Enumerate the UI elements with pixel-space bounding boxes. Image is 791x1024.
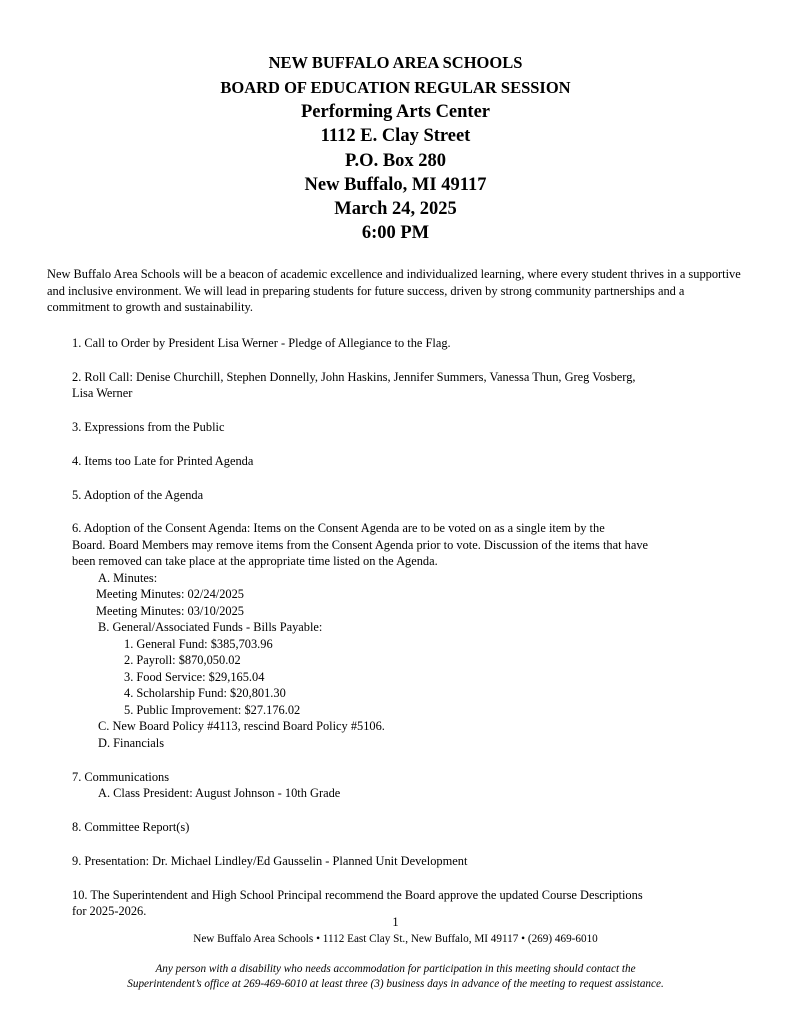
agenda-item-9: 9. Presentation: Dr. Michael Lindley/Ed Gausselin - Planned Unit Development — [72, 853, 468, 868]
po-box: P.O. Box 280 — [344, 150, 447, 171]
communication-entry: A. Class President: August Johnson - 10th Grade — [98, 786, 341, 801]
agenda-item-6: 6. Adoption of the Consent Agenda: Items on the Consent Agenda are to be voted on as a single item by the — [72, 521, 605, 536]
minutes-entry: Meeting Minutes: 02/24/2025 — [96, 587, 244, 602]
consent-policy: C. New Board Policy #4113, rescind Board Policy #5106. — [98, 719, 385, 734]
meeting-date: March 24, 2025 — [334, 199, 457, 220]
accessibility-note-line: Any person with a disability who needs accommodation for participation in this meeting should contact the — [155, 963, 636, 975]
agenda-item-2-cont: Lisa Werner — [72, 386, 133, 401]
agenda-item-8: 8. Committee Report(s) — [72, 820, 190, 835]
agenda-item-10: 10. The Superintendent and High School Principal recommend the Board approve the updated Course Descriptions — [72, 887, 643, 902]
agenda-item-6-cont: been removed can take place at the appropriate time listed on the Agenda. — [72, 554, 438, 569]
agenda-items — [72, 335, 752, 920]
venue-name: Performing Arts Center — [300, 102, 491, 122]
city-state-zip: New Buffalo, MI 49117 — [304, 174, 487, 195]
agenda-item-10-cont: for 2025-2026. — [72, 904, 147, 919]
page-number: 1 — [392, 915, 399, 929]
footer-address: New Buffalo Area Schools • 1112 East Clay St., New Buffalo, MI 49117 • (269) 469-6010 — [193, 933, 598, 945]
accessibility-note — [0, 962, 791, 992]
agenda-item-1: 1. Call to Order by President Lisa Werner - Pledge of Allegiance to the Flag. — [72, 336, 451, 350]
bills-entry: 2. Payroll: $870,050.02 — [124, 653, 241, 668]
minutes-entry: Meeting Minutes: 03/10/2025 — [96, 603, 244, 618]
district-name: NEW BUFFALO AREA SCHOOLS — [268, 53, 523, 72]
mission-statement: New Buffalo Area Schools will be a beacon of academic excellence and individualized learning, where every student thrives in a supportive and inclusive environment. We will lead in preparing students for future success, driven by strong community partnerships and a commitment to growth and sustainability. — [47, 267, 741, 314]
session-title: BOARD OF EDUCATION REGULAR SESSION — [220, 78, 571, 97]
document-header — [0, 50, 791, 246]
bills-entry: 1. General Fund: $385,703.96 — [124, 636, 273, 651]
consent-bills-payable: B. General/Associated Funds - Bills Payable: — [98, 620, 323, 635]
agenda-item-2: 2. Roll Call: Denise Churchill, Stephen Donnelly, John Haskins, Jennifer Summers, Vanessa Thun, Greg Vosberg, — [72, 369, 636, 384]
agenda-item-7: 7. Communications — [72, 769, 170, 784]
bills-entry: 3. Food Service: $29,165.04 — [124, 669, 265, 684]
accessibility-note-line: Superintendent’s office at 269-469-6010 at least three (3) business days in advance of the meeting to request assistance. — [127, 978, 664, 990]
consent-financials: D. Financials — [98, 735, 165, 750]
bills-entry: 4. Scholarship Fund: $20,801.30 — [124, 686, 286, 701]
meeting-time: 6:00 PM — [361, 223, 430, 244]
street-address: 1112 E. Clay Street — [320, 126, 471, 147]
agenda-item-4: 4. Items too Late for Printed Agenda — [72, 453, 254, 468]
agenda-item-5: 5. Adoption of the Agenda — [72, 487, 204, 502]
bills-entry: 5. Public Improvement: $27.176.02 — [124, 702, 301, 717]
agenda-item-3: 3. Expressions from the Public — [72, 420, 225, 435]
consent-minutes: A. Minutes: — [98, 570, 158, 585]
agenda-item-6-cont: Board. Board Members may remove items from the Consent Agenda prior to vote. Discussion of the items that have — [72, 537, 649, 552]
